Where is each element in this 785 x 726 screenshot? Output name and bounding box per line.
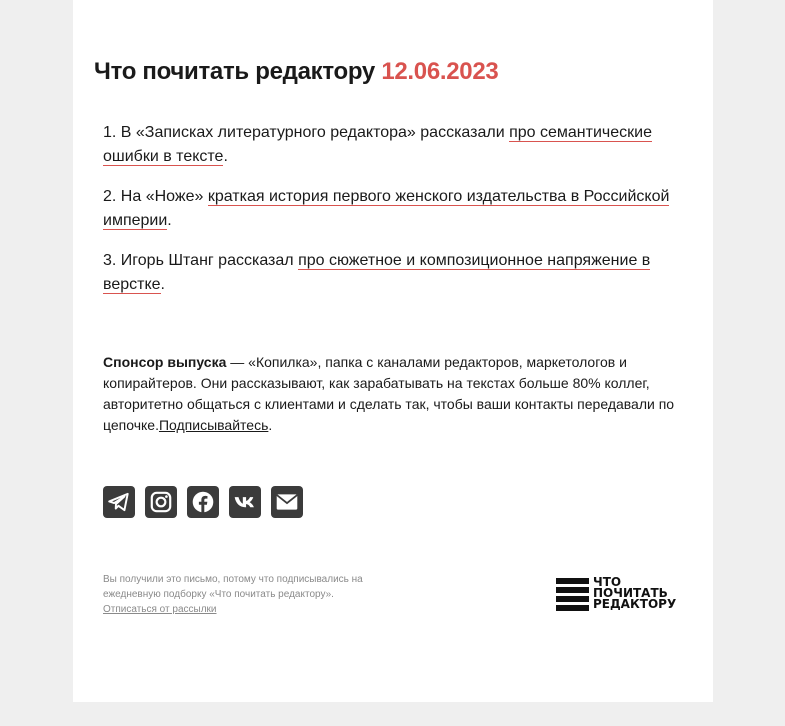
title-text: Что почитать редактору (94, 58, 375, 85)
item-suffix: . (167, 212, 172, 229)
logo-line: РЕДАКТОРУ (593, 597, 677, 611)
list-item (103, 121, 688, 169)
item-text: 3. Игорь Штанг рассказал (103, 252, 299, 269)
item-suffix: . (223, 148, 228, 165)
instagram-icon[interactable] (145, 486, 177, 518)
logo-line: ЧТО (593, 575, 622, 589)
item-suffix: . (160, 276, 165, 293)
subscribe-link[interactable]: Подписывайтесь (158, 417, 269, 433)
unsubscribe-link[interactable]: Отписаться от рассылки (103, 604, 217, 615)
social-links (103, 486, 303, 518)
footer-text: Вы получили это письмо, потому что подписывались на ежедневную подборку «Что почитать редактору». (103, 574, 363, 600)
brand-logo[interactable] (556, 577, 676, 611)
logo-line: ПОЧИТАТЬ (593, 586, 668, 600)
footer-notice (103, 572, 393, 617)
sponsor-block (103, 352, 688, 436)
newsletter-card (73, 0, 713, 702)
article-link-semantic-errors[interactable]: про семантические ошибки в тексте (103, 124, 652, 165)
sponsor-label: Спонсор выпуска (103, 354, 227, 370)
article-link-womens-publishing[interactable]: краткая история первого женского издательства в Российской империи (103, 188, 670, 229)
list-item (103, 249, 688, 297)
email-icon[interactable] (271, 486, 303, 518)
sponsor-end: . (268, 417, 273, 433)
logo-bars-icon (556, 578, 589, 611)
article-link-layout-tension[interactable]: про сюжетное и композиционное напряжение в верстке (103, 252, 651, 293)
item-text: 2. На «Ноже» (103, 188, 208, 205)
sponsor-text: — «Копилка», папка с каналами редакторов, маркетологов и копирайтеров. Они рассказывают, как зарабатывать на текстах больше 80% коллег, авторитетно общаться с клиентами и сделать так, чтобы ваши контакты передавали по цепочке. (103, 354, 675, 433)
vk-icon[interactable] (229, 486, 261, 518)
article-list (103, 121, 688, 313)
facebook-icon[interactable] (187, 486, 219, 518)
list-item (103, 185, 688, 233)
item-text: 1. В «Записках литературного редактора» рассказали (103, 124, 510, 141)
page-title (94, 58, 498, 86)
issue-date: 12.06.2023 (381, 58, 499, 85)
telegram-icon[interactable] (103, 486, 135, 518)
logo-wordmark (593, 577, 676, 610)
